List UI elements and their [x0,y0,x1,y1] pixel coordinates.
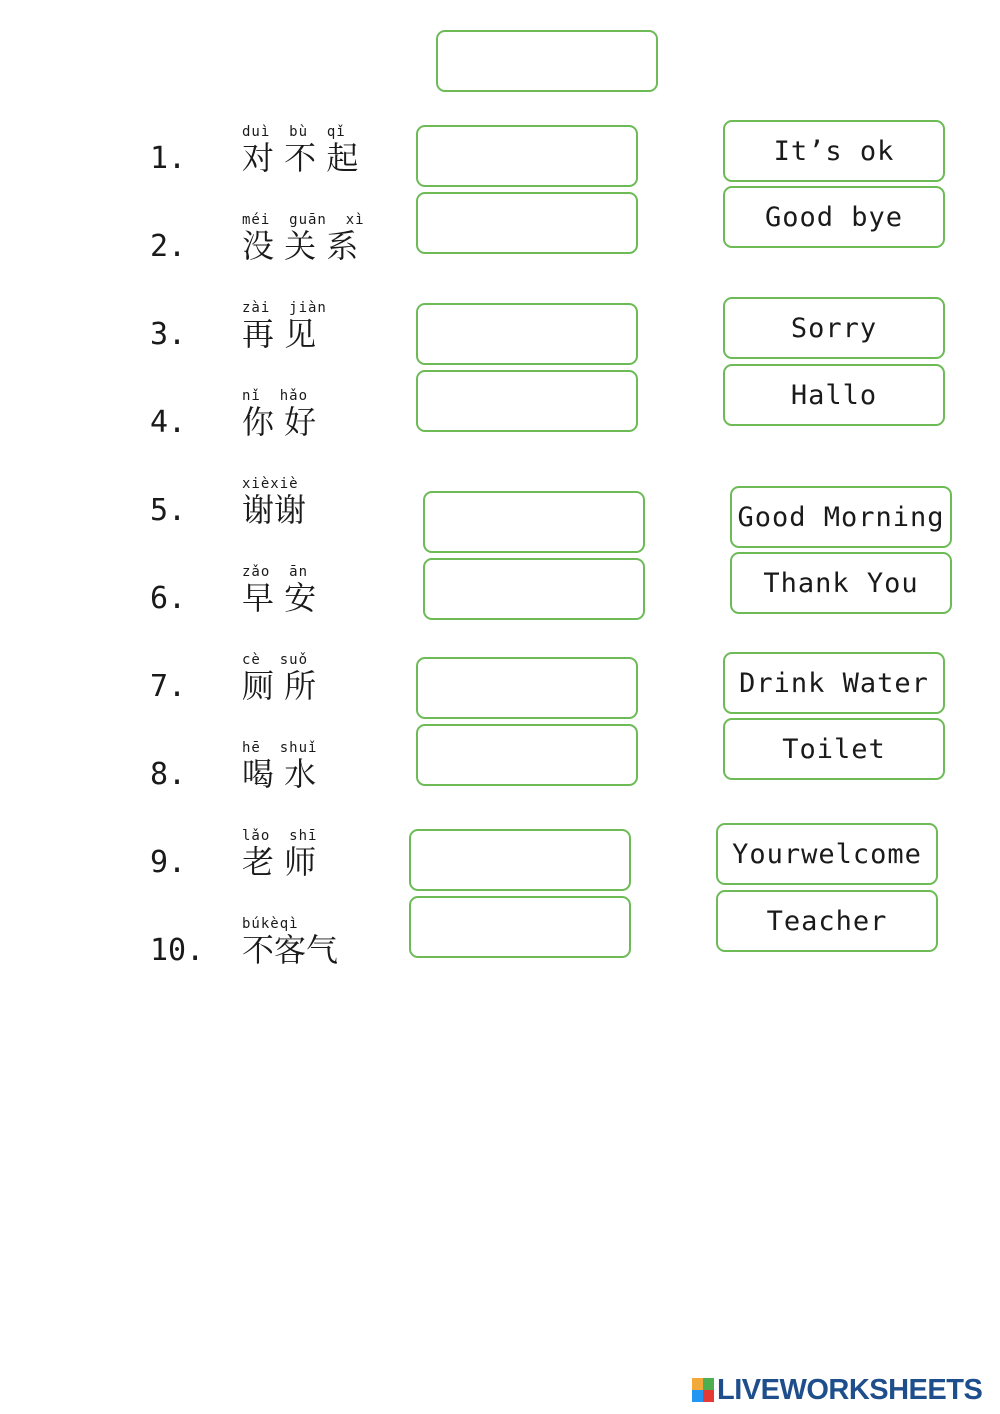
option-teacher[interactable]: Teacher [716,890,938,952]
item-pinyin-10: búkèqì [242,916,299,932]
option-drink-water[interactable]: Drink Water [723,652,945,714]
item-number-7: 7. [150,669,187,704]
option-yourwelcome[interactable]: Yourwelcome [716,823,938,885]
item-number-3: 3. [150,317,187,352]
item-hanzi-8: 喝 水 [242,755,317,793]
item-pinyin-7: cè suǒ [242,652,309,668]
item-number-8: 8. [150,757,187,792]
option-good-morning[interactable]: Good Morning [730,486,952,548]
item-number-2: 2. [150,229,187,264]
option-its-ok[interactable]: It’s ok [723,120,945,182]
answer-box-1[interactable] [416,125,638,187]
option-hallo[interactable]: Hallo [723,364,945,426]
liveworksheets-logo[interactable] [692,1374,982,1406]
item-pinyin-9: lǎo shī [242,828,318,844]
item-hanzi-2: 没 关 系 [242,227,359,265]
answer-box-4[interactable] [416,370,638,432]
top-answer-box[interactable] [436,30,658,92]
item-hanzi-1: 对 不 起 [242,139,359,177]
item-number-10: 10. [150,933,205,968]
item-hanzi-6: 早 安 [242,579,317,617]
answer-box-8[interactable] [416,724,638,786]
liveworksheets-logo-icon [692,1378,714,1402]
item-pinyin-4: nǐ hǎo [242,388,309,404]
answer-box-7[interactable] [416,657,638,719]
item-hanzi-9: 老 师 [242,843,317,881]
item-hanzi-7: 厕 所 [242,667,317,705]
item-pinyin-5: xièxiè [242,476,299,492]
item-pinyin-2: méi guān xì [242,212,365,228]
item-number-5: 5. [150,493,187,528]
item-number-9: 9. [150,845,187,880]
item-pinyin-8: hē shuǐ [242,740,318,756]
option-thank-you[interactable]: Thank You [730,552,952,614]
answer-box-6[interactable] [423,558,645,620]
option-sorry[interactable]: Sorry [723,297,945,359]
answer-box-2[interactable] [416,192,638,254]
item-pinyin-6: zǎo ān [242,564,309,580]
item-hanzi-3: 再 见 [242,315,317,353]
option-good-bye[interactable]: Good bye [723,186,945,248]
answer-box-3[interactable] [416,303,638,365]
item-pinyin-3: zài jiàn [242,300,327,316]
item-number-6: 6. [150,581,187,616]
item-hanzi-10: 不客气 [242,931,339,969]
item-number-1: 1. [150,141,187,176]
logo-text: LIVEWORKSHEETS [717,1373,983,1406]
item-hanzi-5: 谢谢 [242,491,307,529]
item-pinyin-1: duì bù qǐ [242,124,346,140]
answer-box-10[interactable] [409,896,631,958]
item-number-4: 4. [150,405,187,440]
item-hanzi-4: 你 好 [242,403,317,441]
option-toilet[interactable]: Toilet [723,718,945,780]
answer-box-5[interactable] [423,491,645,553]
answer-box-9[interactable] [409,829,631,891]
